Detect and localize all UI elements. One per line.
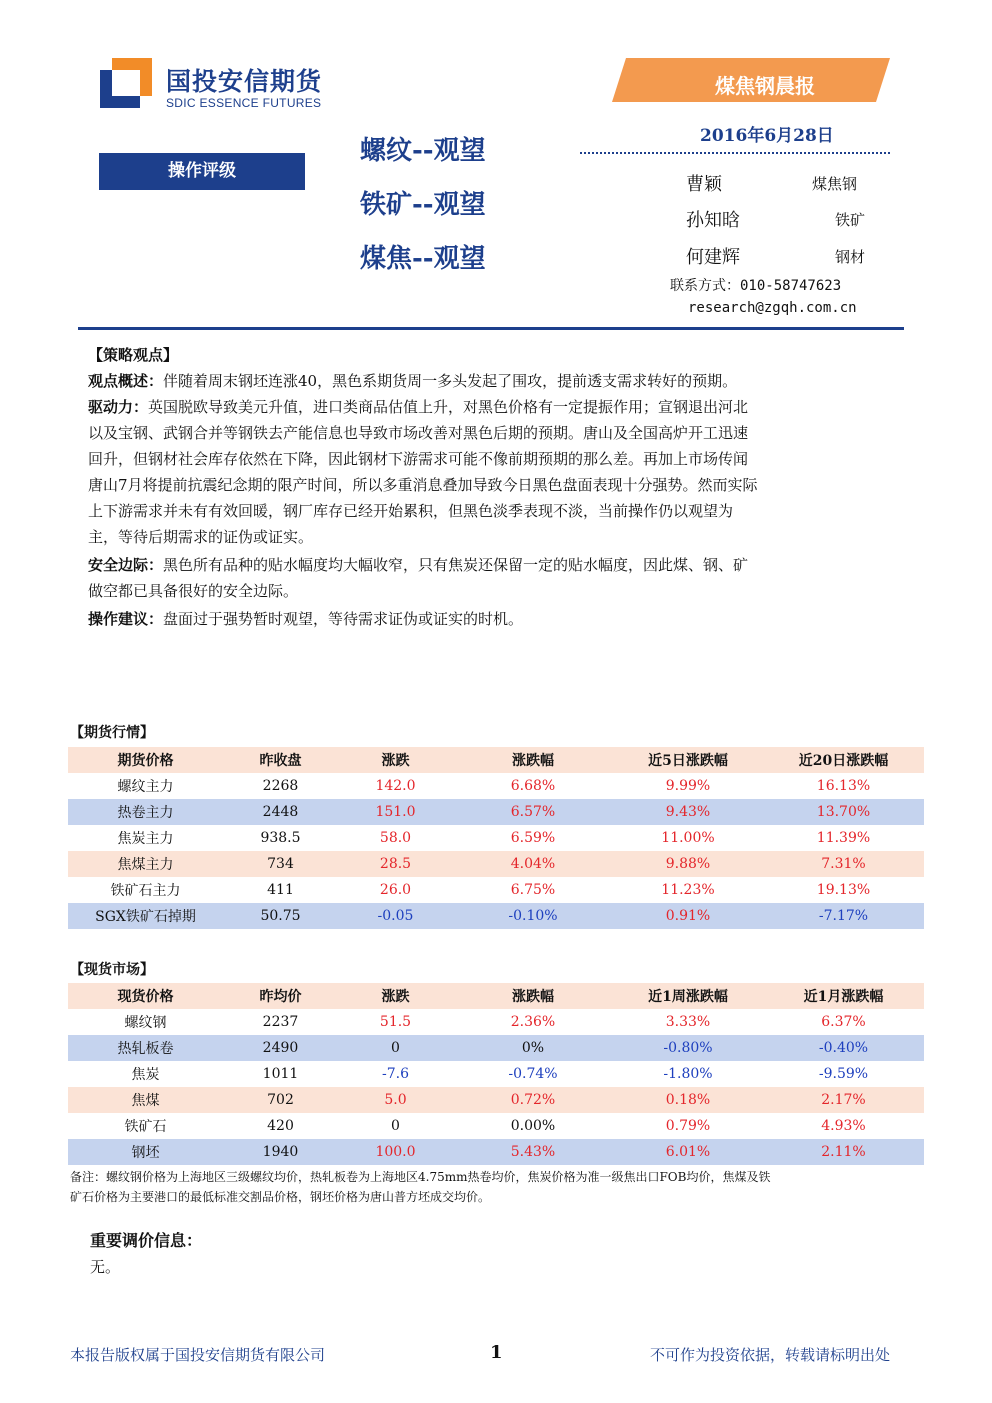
- table-cell: 3.33%: [613, 1009, 763, 1035]
- table-cell: 142.0: [338, 773, 453, 799]
- footer-disclaimer: 不可作为投资依据，转载请标明出处: [650, 1346, 891, 1364]
- table-cell: 热卷主力: [68, 799, 223, 825]
- spot-note: [70, 1167, 910, 1207]
- strategy-safety: [88, 552, 900, 604]
- table-cell: 6.57%: [453, 799, 613, 825]
- column-header: 近1月涨跌幅: [763, 983, 924, 1009]
- header-divider: [78, 327, 904, 330]
- analyst-name: 曹颖: [686, 174, 722, 195]
- column-header: 涨跌: [338, 983, 453, 1009]
- table-cell: -1.80%: [613, 1061, 763, 1087]
- table-cell: 2.36%: [453, 1009, 613, 1035]
- company-logo-icon: [100, 58, 152, 108]
- strategy-title: 【策略观点】: [88, 346, 179, 364]
- table-cell: 4.04%: [453, 851, 613, 877]
- company-name-en: SDIC ESSENCE FUTURES: [166, 96, 322, 110]
- rating-iron-ore: 铁矿--观望: [360, 190, 486, 220]
- table-cell: 2237: [223, 1009, 338, 1035]
- table-cell: 19.13%: [763, 877, 924, 903]
- strategy-driver: [88, 394, 900, 550]
- column-header: 昨均价: [223, 983, 338, 1009]
- table-cell: 6.01%: [613, 1139, 763, 1165]
- table-cell: 6.59%: [453, 825, 613, 851]
- driver-line: 回升，但钢材社会库存依然在下降，因此钢材下游需求可能不像前期预期的那么差。再加上市场传闻: [88, 450, 749, 468]
- driver-line: 上下游需求并未有有效回暖，钢厂库存已经开始累积，但黑色淡季表现不淡，当前操作仍以观望为: [88, 502, 734, 520]
- rating-rebar: 螺纹--观望: [360, 136, 486, 166]
- table-cell: 0: [338, 1113, 453, 1139]
- table-cell: 螺纹主力: [68, 773, 223, 799]
- rating-label: 操作评级: [99, 153, 305, 190]
- futures-title: 【期货行情】: [70, 725, 154, 741]
- table-cell: 9.99%: [613, 773, 763, 799]
- table-cell: 焦煤: [68, 1087, 223, 1113]
- table-cell: -7.17%: [763, 903, 924, 929]
- table-cell: 螺纹钢: [68, 1009, 223, 1035]
- table-row: [68, 773, 924, 799]
- driver-line: 英国脱欧导致美元升值，进口类商品估值上升，对黑色价格有一定提振作用；宣钢退出河北: [148, 398, 749, 416]
- futures-header-row: [68, 747, 924, 773]
- table-cell: 7.31%: [763, 851, 924, 877]
- advice-text: 盘面过于强势暂时观望，等待需求证伪或证实的时机。: [163, 610, 524, 628]
- column-header: 涨跌: [338, 747, 453, 773]
- table-row: [68, 877, 924, 903]
- column-header: 近20日涨跌幅: [763, 747, 924, 773]
- table-cell: 2.11%: [763, 1139, 924, 1165]
- table-cell: 0.18%: [613, 1087, 763, 1113]
- contact-phone: 联系方式：010-58747623: [670, 278, 842, 294]
- table-cell: 6.37%: [763, 1009, 924, 1035]
- table-cell: 938.5: [223, 825, 338, 851]
- table-cell: -0.10%: [453, 903, 613, 929]
- contact-email[interactable]: research@zgqh.com.cn: [688, 300, 857, 316]
- table-cell: 50.75: [223, 903, 338, 929]
- advice-label: 操作建议：: [88, 610, 164, 628]
- column-header: 近1周涨跌幅: [613, 983, 763, 1009]
- table-cell: 13.70%: [763, 799, 924, 825]
- analyst-name: 孙知晗: [686, 210, 740, 231]
- table-cell: -0.80%: [613, 1035, 763, 1061]
- table-row: [68, 1139, 924, 1165]
- dotted-divider: [580, 152, 890, 154]
- table-row: [68, 1113, 924, 1139]
- analyst-area: 钢材: [835, 248, 866, 266]
- note-line: 备注：螺纹钢价格为上海地区三级螺纹均价，热轧板卷为上海地区4.75mm热卷均价，焦炭价格为准一级焦出口FOB均价，焦煤及铁: [70, 1170, 771, 1184]
- report-title: 煤焦钢晨报: [715, 74, 815, 98]
- table-cell: 58.0: [338, 825, 453, 851]
- table-cell: 2.17%: [763, 1087, 924, 1113]
- report-date: 2016年6月28日: [700, 126, 834, 146]
- table-cell: 11.23%: [613, 877, 763, 903]
- table-cell: 6.75%: [453, 877, 613, 903]
- futures-table: [68, 747, 924, 929]
- table-cell: 2490: [223, 1035, 338, 1061]
- table-cell: 6.68%: [453, 773, 613, 799]
- driver-line: 主，等待后期需求的证伪或证实。: [88, 528, 314, 546]
- table-cell: 734: [223, 851, 338, 877]
- table-cell: SGX铁矿石掉期: [68, 903, 223, 929]
- safety-line: 黑色所有品种的贴水幅度均大幅收窄，只有焦炭还保留一定的贴水幅度，因此煤、钢、矿: [163, 556, 749, 574]
- table-cell: 411: [223, 877, 338, 903]
- table-cell: 702: [223, 1087, 338, 1113]
- column-header: 涨跌幅: [453, 747, 613, 773]
- table-cell: 铁矿石: [68, 1113, 223, 1139]
- spot-header-row: [68, 983, 924, 1009]
- price-info-text: 无。: [90, 1258, 121, 1276]
- overview-text: 伴随着周末钢坯连涨40，黑色系期货周一多头发起了围攻，提前透支需求转好的预期。: [163, 372, 738, 390]
- table-cell: 0: [338, 1035, 453, 1061]
- column-header: 昨收盘: [223, 747, 338, 773]
- column-header: 期货价格: [68, 747, 223, 773]
- table-row: [68, 1035, 924, 1061]
- table-cell: -9.59%: [763, 1061, 924, 1087]
- table-row: [68, 799, 924, 825]
- table-row: [68, 903, 924, 929]
- table-cell: 铁矿石主力: [68, 877, 223, 903]
- driver-label: 驱动力：: [88, 398, 149, 416]
- table-cell: 420: [223, 1113, 338, 1139]
- table-cell: 16.13%: [763, 773, 924, 799]
- table-cell: 26.0: [338, 877, 453, 903]
- table-cell: -7.6: [338, 1061, 453, 1087]
- table-cell: 0.91%: [613, 903, 763, 929]
- table-cell: 0.00%: [453, 1113, 613, 1139]
- table-cell: -0.74%: [453, 1061, 613, 1087]
- driver-line: 以及宝钢、武钢合并等钢铁去产能信息也导致市场改善对黑色后期的预期。唐山及全国高炉开工迅速: [88, 424, 749, 442]
- table-cell: -0.05: [338, 903, 453, 929]
- driver-line: 唐山7月将提前抗震纪念期的限产时间，所以多重消息叠加导致今日黑色盘面表现十分强势。然而实际: [88, 476, 758, 494]
- overview-label: 观点概述：: [88, 372, 164, 390]
- table-cell: 11.39%: [763, 825, 924, 851]
- table-cell: 0%: [453, 1035, 613, 1061]
- table-cell: 9.88%: [613, 851, 763, 877]
- spot-title: 【现货市场】: [70, 962, 154, 978]
- table-cell: 151.0: [338, 799, 453, 825]
- table-cell: 100.0: [338, 1139, 453, 1165]
- table-cell: 焦炭主力: [68, 825, 223, 851]
- table-cell: 1940: [223, 1139, 338, 1165]
- analyst-area: 铁矿: [835, 211, 866, 229]
- analyst-name: 何建辉: [686, 247, 740, 268]
- table-row: [68, 1087, 924, 1113]
- page-number: 1: [490, 1342, 503, 1363]
- table-cell: 0.79%: [613, 1113, 763, 1139]
- column-header: 现货价格: [68, 983, 223, 1009]
- table-row: [68, 1061, 924, 1087]
- table-row: [68, 825, 924, 851]
- safety-line: 做空都已具备很好的安全边际。: [88, 582, 299, 600]
- table-row: [68, 851, 924, 877]
- note-line: 矿石价格为主要港口的最低标准交割品价格，钢坯价格为唐山普方坯成交均价。: [70, 1190, 491, 1204]
- safety-label: 安全边际：: [88, 556, 164, 574]
- analyst-area: 煤焦钢: [812, 175, 858, 193]
- table-cell: 51.5: [338, 1009, 453, 1035]
- strategy-advice: [88, 606, 900, 632]
- table-cell: 0.72%: [453, 1087, 613, 1113]
- table-cell: 11.00%: [613, 825, 763, 851]
- table-cell: 钢坯: [68, 1139, 223, 1165]
- table-cell: 热轧板卷: [68, 1035, 223, 1061]
- spot-table: [68, 983, 924, 1165]
- price-info-title: 重要调价信息：: [90, 1231, 203, 1250]
- company-name-cn: 国投安信期货: [166, 67, 323, 96]
- table-cell: -0.40%: [763, 1035, 924, 1061]
- column-header: 近5日涨跌幅: [613, 747, 763, 773]
- table-cell: 28.5: [338, 851, 453, 877]
- strategy-overview: [88, 368, 900, 394]
- table-cell: 5.0: [338, 1087, 453, 1113]
- table-cell: 4.93%: [763, 1113, 924, 1139]
- column-header: 涨跌幅: [453, 983, 613, 1009]
- table-row: [68, 1009, 924, 1035]
- rating-coal-coke: 煤焦--观望: [360, 244, 486, 274]
- table-cell: 5.43%: [453, 1139, 613, 1165]
- table-cell: 焦炭: [68, 1061, 223, 1087]
- table-cell: 2268: [223, 773, 338, 799]
- footer-copyright: 本报告版权属于国投安信期货有限公司: [70, 1346, 326, 1364]
- table-cell: 9.43%: [613, 799, 763, 825]
- table-cell: 1011: [223, 1061, 338, 1087]
- table-cell: 2448: [223, 799, 338, 825]
- table-cell: 焦煤主力: [68, 851, 223, 877]
